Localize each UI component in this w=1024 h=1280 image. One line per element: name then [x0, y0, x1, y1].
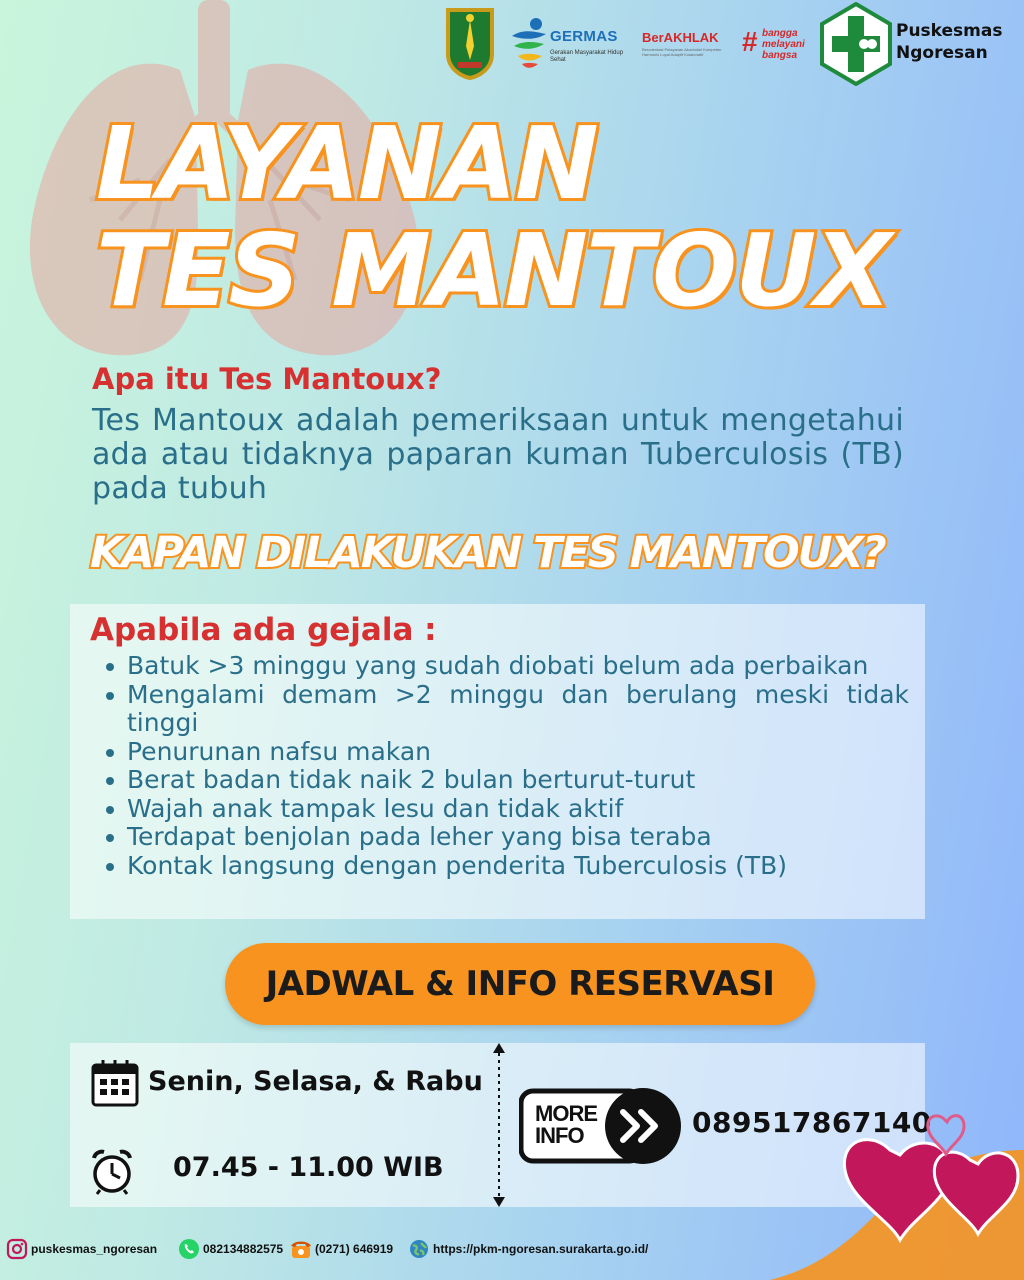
germas-title: GERMAS: [550, 28, 618, 45]
footer-instagram[interactable]: [6, 1238, 157, 1260]
germas-logo: [506, 14, 626, 74]
more-info-line-2: INFO: [535, 1123, 584, 1148]
globe-icon: [408, 1238, 430, 1260]
list-item: Kontak langsung dengan penderita Tuberculosis (TB): [102, 852, 909, 881]
puskesmas-name-line-1: Puskesmas: [896, 21, 1003, 41]
telephone-icon: [290, 1238, 312, 1260]
berakhlak-logo: [642, 30, 734, 60]
berakhlak-title: BerAKHLAK: [642, 30, 719, 45]
puskesmas-cross-icon: [820, 2, 892, 86]
calendar-icon: [90, 1057, 142, 1109]
symptoms-title: Apabila ada gejala :: [90, 612, 437, 648]
footer-whatsapp[interactable]: [178, 1238, 283, 1260]
reservation-phone[interactable]: 089517867140: [692, 1106, 932, 1139]
whatsapp-number: 082134882575: [203, 1242, 284, 1256]
page-title-line-1: LAYANAN: [96, 105, 597, 222]
intro-answer: Tes Mantoux adalah pemeriksaan untuk mengetahui ada atau tidaknya paparan kuman Tuberculosis (TB) pada tubuh: [92, 403, 904, 506]
bangga-line-3: bangsa: [762, 50, 798, 61]
list-item: Berat badan tidak naik 2 bulan berturut-turut: [102, 766, 909, 795]
footer-website[interactable]: [408, 1238, 648, 1260]
more-info-line-1: MORE: [535, 1101, 597, 1126]
berakhlak-subtitle: Berorientasi Pelayanan Akuntabel Kompeten Harmonis Loyal Adaptif Kolaboratif: [642, 47, 722, 57]
more-info-badge[interactable]: [519, 1087, 684, 1167]
reservation-button[interactable]: JADWAL & INFO RESERVASI: [225, 943, 815, 1025]
puskesmas-logo: [820, 2, 1020, 86]
germas-subtitle: Gerakan Masyarakat Hidup Sehat: [550, 50, 624, 63]
list-item: Wajah anak tampak lesu dan tidak aktif: [102, 795, 909, 824]
telephone-number: (0271) 646919: [315, 1242, 394, 1256]
intro-question: Apa itu Tes Mantoux?: [92, 362, 442, 396]
germas-logo-icon: [506, 14, 550, 70]
bangga-line-2: melayani: [762, 39, 805, 50]
footer-telephone[interactable]: [290, 1238, 393, 1260]
when-heading: KAPAN DILAKUKAN TES MANTOUX?: [90, 528, 885, 578]
clock-icon: [90, 1148, 134, 1196]
puskesmas-name-line-2: Ngoresan: [896, 43, 988, 63]
list-item: Batuk >3 minggu yang sudah diobati belum ada perbaikan: [102, 652, 909, 681]
list-item: Terdapat benjolan pada leher yang bisa teraba: [102, 823, 909, 852]
arrow-divider: [492, 1043, 506, 1207]
whatsapp-icon: [178, 1238, 200, 1260]
list-item: Mengalami demam >2 minggu dan berulang meski tidak tinggi: [102, 681, 909, 738]
schedule-days: Senin, Selasa, & Rabu: [148, 1066, 483, 1097]
symptoms-list: [102, 652, 909, 880]
city-emblem-icon: [444, 6, 496, 80]
bangga-line-1: bangga: [762, 28, 798, 39]
bangga-melayani-logo: [742, 24, 812, 64]
footer: [0, 1228, 1024, 1268]
double-chevron-icon: [615, 1106, 675, 1146]
hashtag-icon: #: [742, 26, 758, 57]
instagram-icon: [6, 1238, 28, 1260]
schedule-hours: 07.45 - 11.00 WIB: [173, 1152, 444, 1183]
instagram-handle: puskesmas_ngoresan: [31, 1242, 158, 1256]
page-title-line-2: TES MANTOUX: [96, 212, 890, 329]
list-item: Penurunan nafsu makan: [102, 738, 909, 767]
website-url: https://pkm-ngoresan.surakarta.go.id/: [433, 1242, 649, 1256]
